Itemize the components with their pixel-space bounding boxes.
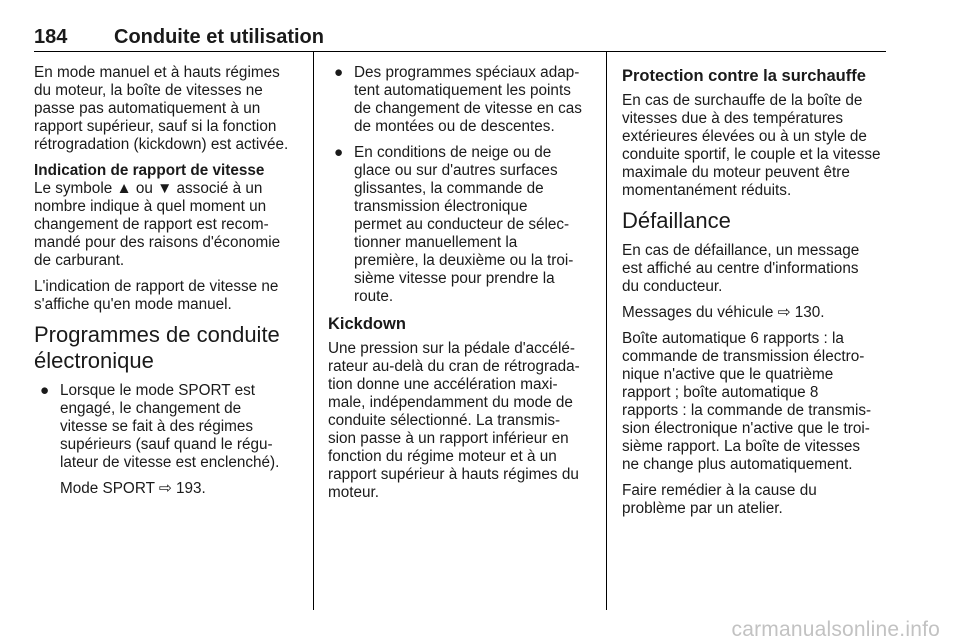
gear-indication-heading: Indication de rapport de vitesse xyxy=(34,162,265,179)
bullet-icon: ● xyxy=(334,64,344,81)
kickdown-text: Une pression sur la pédale d'accélé- rateur au-delà du cran de rétrograda- tion donne une accélération maxi- male, indépendamment du mode de conduite sélectionné. La transmis- sion passe à un rapport inférieur en fonction du régime moteur et à un rapport supérieur à hauts régimes du moteur. xyxy=(328,340,580,501)
list-item-text: Des programmes spéciaux adap- tent automatiquement les points de changement de vitesse en cas de montées ou de descentes. xyxy=(354,64,582,135)
column-divider-2 xyxy=(606,52,607,610)
page-reference-arrow-icon: ⇨ xyxy=(777,304,791,321)
column-divider-1 xyxy=(313,52,314,610)
page-reference-arrow-icon: ⇨ xyxy=(158,480,172,497)
repair-advice-text: Faire remédier à la cause du problème par un atelier. xyxy=(622,482,817,517)
bullet-icon: ● xyxy=(334,144,344,161)
watermark: carmanualsonline.info xyxy=(731,618,940,641)
list-item xyxy=(34,382,304,472)
programs-list-continued xyxy=(328,64,593,306)
reference-label: Mode SPORT xyxy=(60,480,155,497)
failure-heading: Défaillance xyxy=(622,208,731,233)
list-item-text: En conditions de neige ou de glace ou sur d'autres surfaces glissantes, la commande de transmission électronique permet au conducteur de sélec- tionner manuellement la première, la deuxième ou la troi- sième vitesse pour prendre la route. xyxy=(354,144,574,305)
failure-text: En cas de défaillance, un message est affiché au centre d'informations du conducteur. xyxy=(622,242,860,295)
kickdown-heading: Kickdown xyxy=(328,315,406,333)
header-divider xyxy=(34,51,886,52)
vehicle-messages-reference xyxy=(622,304,890,322)
overheat-protection-heading: Protection contre la surchauffe xyxy=(622,67,866,85)
programs-list xyxy=(34,382,304,472)
manual-mode-paragraph: En mode manuel et à hauts régimes du moteur, la boîte de vitesses ne passe pas automatiquement à un rapport supérieur, sauf si la fonction rétrogradation (kickdown) est activée. xyxy=(34,64,289,153)
list-item xyxy=(328,144,593,306)
column-1 xyxy=(34,64,304,506)
page-header xyxy=(34,22,886,52)
reference-page: 130. xyxy=(794,304,825,321)
reference-label: Messages du véhicule xyxy=(622,304,774,321)
list-item-text: Lorsque le mode SPORT est engagé, le changement de vitesse se fait à des régimes supérieurs (sauf quand le régu- lateur de vitesse est enclenché). xyxy=(60,382,280,471)
overheat-protection-text: En cas de surchauffe de la boîte de vitesses due à des températures extérieures élevées ou à un style de conduite sportif, le couple et la vitesse maximale du moteur peuvent être momentanément réduits. xyxy=(622,92,881,199)
automatic-gearbox-text: Boîte automatique 6 rapports : la commande de transmission électro- nique n'active que le quatrième rapport ; boîte automatique 8 rapports : la commande de transmis- sion électronique n'active que le troi- sième rapport. La boîte de vitesses ne change plus automatiquement. xyxy=(622,330,872,473)
sport-mode-reference xyxy=(34,480,304,498)
page-number: 184 xyxy=(34,26,68,48)
page-title: Conduite et utilisation xyxy=(114,26,324,48)
bullet-icon: ● xyxy=(40,382,50,399)
list-item xyxy=(328,64,593,136)
electronic-programs-heading: Programmes de conduite électronique xyxy=(34,322,280,373)
column-2 xyxy=(328,64,593,510)
reference-page: 193. xyxy=(176,480,206,497)
column-3 xyxy=(622,64,890,526)
gear-indication-text: Le symbole ▲ ou ▼ associé à un nombre indique à quel moment un changement de rapport est recom- mandé pour des raisons d'économie de carburant. xyxy=(34,180,281,269)
gear-indication-text-2: L'indication de rapport de vitesse ne s'affiche qu'en mode manuel. xyxy=(34,278,279,313)
